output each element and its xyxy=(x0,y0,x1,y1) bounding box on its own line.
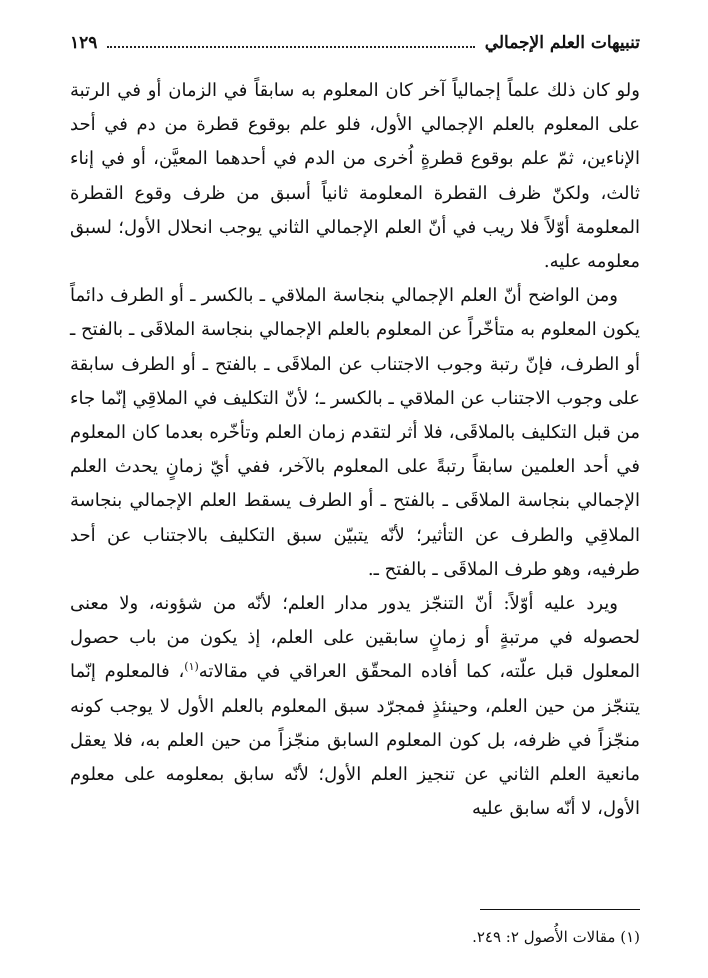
footnote-reference-marker: (١) xyxy=(184,660,199,674)
running-header xyxy=(70,28,640,58)
paragraph-3-text-before-ref: ويرد عليه أوّلاً: أنّ التنجّز يدور مدار العلم؛ لأنّه من شؤونه، ولا معنى لحصوله في مرتبةٍ أو زمانٍ سابقين على العلم، إذ يكون من باب حصول المعلول قبل علّته، كما أفاده المحقّق العراقي في مقالاته xyxy=(70,593,640,683)
paragraph-3-text-after-ref: ، فالمعلوم إنّما يتنجّز من حين العلم، وحينئذٍ فمجرّد سبق المعلوم بالعلم الأول لا يوجب كونه منجّزاً في ظرفه، بل كون المعلوم السابق منجّزاً من حين العلم به، فلا يعقل مانعية العلم الثاني عن تنجيز العلم الأول؛ لأنّه سابق بمعلومه على معلوم الأول، لا أنّه سابق عليه xyxy=(70,661,640,820)
paragraph-1: ولو كان ذلك علماً إجمالياً آخر كان المعلوم به سابقاً في الزمان أو في الرتبة على المعلوم بالعلم الإجمالي الأول، فلو علم بوقوع قطرة من دم في أحد الإناءين، ثمّ علم بوقوع قطرةٍ اُخرى من الدم في أحدهما المعيَّن، أو في إناء ثالث، ولكنّ ظرف القطرة المعلومة ثانياً أسبق من ظرف وقوع القطرة المعلومة أوّلاً فلا ريب في أنّ العلم الإجمالي الثاني يوجب انحلال الأول؛ لسبق معلومه عليه. xyxy=(70,80,640,273)
book-page xyxy=(70,0,640,978)
footnote-marker: (١) xyxy=(620,928,640,946)
page-number: ١٢٩ xyxy=(70,33,98,53)
footnote-separator-rule xyxy=(480,909,640,910)
paragraph-3 xyxy=(70,587,640,826)
footnote-text: مقالات الأُصول ٢: ٢٤٩. xyxy=(472,928,616,946)
footnote-1 xyxy=(70,925,640,949)
header-dot-leader xyxy=(107,46,474,48)
paragraph-2: ومن الواضح أنّ العلم الإجمالي بنجاسة الملاقي ـ بالكسر ـ أو الطرف دائماً يكون المعلوم به متأخّراً عن المعلوم بالعلم الإجمالي بنجاسة الملاقَى ـ بالفتح ـ أو الطرف، فإنّ رتبة وجوب الاجتناب عن الملاقَى ـ بالفتح ـ أو الطرف سابقة على وجوب الاجتناب عن الملاقي ـ بالكسر ـ؛ لأنّ التكليف في الملاقِي إنّما جاء من قبل التكليف بالملاقَى، فلا أثر لتقدم زمان العلم وتأخّره بعدما كان المعلوم في أحد العلمين سابقاً رتبةً على المعلوم بالآخر، ففي أيّ زمانٍ يحدث العلم الإجمالي بنجاسة الملاقَى ـ بالفتح ـ أو الطرف يسقط العلم الإجمالي بنجاسة الملاقِي والطرف عن التأثير؛ لأنّه يتبيّن سبق التكليف بالاجتناب عن أحد طرفيه، وهو طرف الملاقَى ـ بالفتح ـ. xyxy=(70,285,640,580)
main-text xyxy=(70,74,640,826)
header-title: تنبيهات العلم الإجمالي xyxy=(484,33,640,53)
